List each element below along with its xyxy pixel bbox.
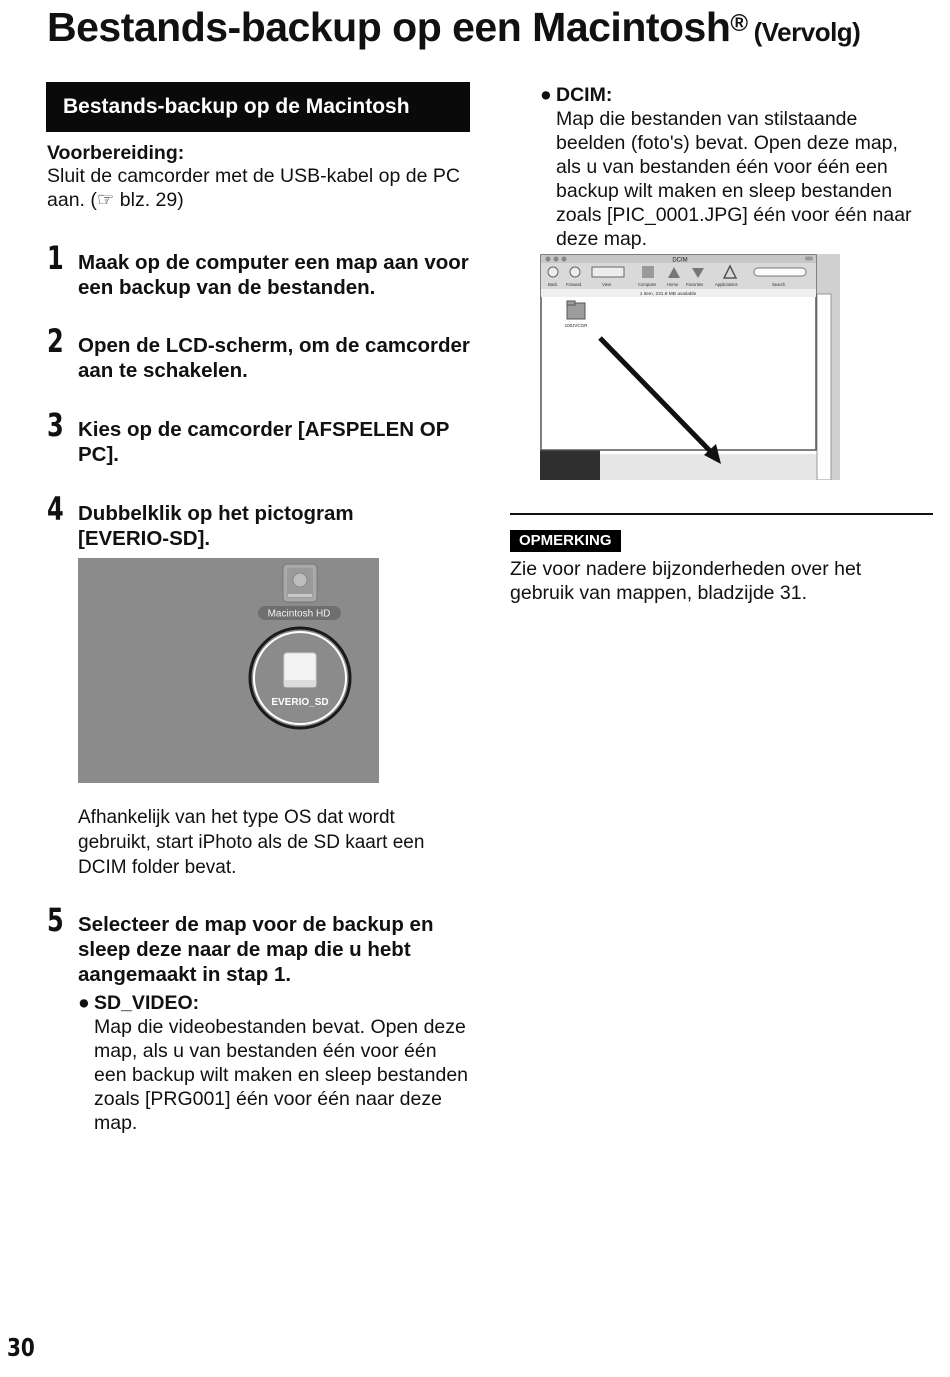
step-5-text: Selecteer de map voor de backup en sleep deze naar de map die u hebt aangemaakt in stap 1.: [78, 913, 434, 986]
toolbar-label-favorites: Favorites: [686, 282, 704, 287]
page-title: [47, 4, 860, 51]
toolbar-label-search: Search: [772, 282, 786, 287]
toolbar-label-home: Home: [667, 282, 679, 287]
step-3-number: 3: [47, 406, 64, 444]
toolbar-label-view: View: [602, 282, 612, 287]
registered-mark: ®: [730, 10, 748, 37]
desktop-screenshot: [78, 558, 379, 783]
step-2-text: Open de LCD-scherm, om de camcorder aan te schakelen.: [78, 334, 470, 382]
sd-drive-label: EVERIO_SD: [271, 697, 329, 708]
preparation-text: Sluit de camcorder met de USB-kabel op de PC aan. (☞ blz. 29): [47, 165, 460, 211]
page-number: 30: [7, 1333, 35, 1362]
desktop-illustration: [78, 558, 379, 783]
toolbar-label-back: Back: [548, 282, 558, 287]
finder-window-title: DCIM: [672, 257, 688, 264]
note-badge: OPMERKING: [510, 530, 621, 552]
folder-label: 100JVCGR: [564, 323, 588, 328]
finder-status: 1 item, 231.9 MB available: [639, 292, 697, 297]
finder-illustration: [540, 254, 840, 480]
bullet-sd-video: [78, 991, 474, 1135]
bullet-dcim-label: DCIM:: [556, 84, 613, 106]
page-subtitle: (Vervolg): [753, 17, 861, 47]
toolbar-label-applications: Applications: [715, 282, 738, 287]
folder-icon: [567, 301, 585, 319]
hard-drive-icon: [283, 564, 317, 602]
step-5-number: 5: [47, 901, 64, 939]
step-3-text: Kies op de camcorder [AFSPELEN OP PC].: [78, 418, 450, 466]
step-4-text: Dubbelklik op het pictogram [EVERIO-SD].: [78, 502, 354, 550]
toolbar-label-forward: Forward: [566, 282, 582, 287]
finder-screenshot: [540, 254, 840, 480]
note-text: Zie voor nadere bijzonderheden over het gebruik van mappen, bladzijde 31.: [510, 558, 862, 604]
sd-drive-icon: [284, 653, 316, 687]
bullet-dcim-text: Map die bestanden van stilstaande beelden (foto's) bevat. Open deze map, als u van bestanden één voor één een backup wilt maken en sleep bestanden zoals [PIC_0001.JPG] één voor één naar deze map.: [556, 108, 912, 250]
bullet-sd-video-label: SD_VIDEO:: [94, 992, 200, 1014]
bullet-dot: ●: [540, 84, 552, 106]
bullet-dot: ●: [78, 992, 90, 1014]
step-4-number: 4: [47, 490, 64, 528]
preparation-label: Voorbereiding:: [47, 142, 185, 164]
step-2-number: 2: [47, 322, 64, 360]
bullet-sd-video-text: Map die videobestanden bevat. Open deze map, als u van bestanden één voor één een backup wilt maken en sleep bestanden zoals [PRG001] één voor één naar deze map.: [94, 1016, 469, 1134]
hard-drive-label: Macintosh HD: [267, 608, 331, 620]
step-1-number: 1: [47, 239, 64, 277]
note-divider: [510, 513, 933, 515]
bullet-dcim: [540, 83, 926, 251]
step-1-text: Maak op de computer een map aan voor een backup van de bestanden.: [78, 251, 469, 299]
toolbar-label-computer: Computer: [638, 282, 657, 287]
section-heading: Bestands-backup op de Macintosh: [46, 82, 470, 132]
step-4-note: Afhankelijk van het type OS dat wordt gebruikt, start iPhoto als de SD kaart een DCIM folder bevat.: [78, 807, 425, 878]
page-title-text: Bestands-backup op een Macintosh: [47, 4, 731, 50]
